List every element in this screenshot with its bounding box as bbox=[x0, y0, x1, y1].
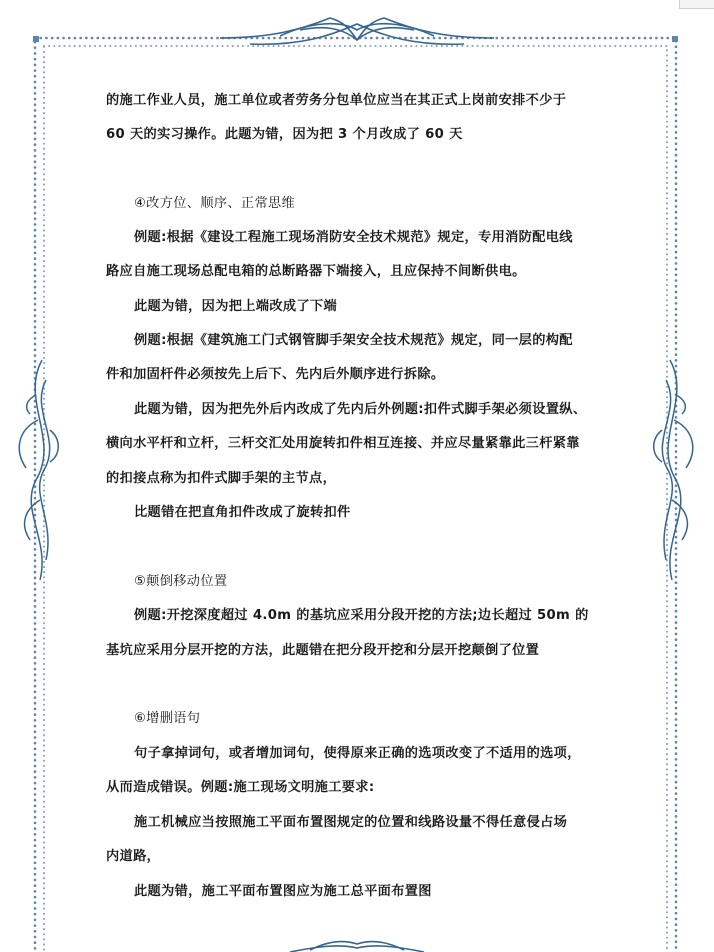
page-corner-mark bbox=[679, 0, 714, 9]
text-line: 此题为错，施工平面布置图应为施工总平面布置图 bbox=[134, 884, 432, 899]
text-line: 从而造成错误。例题:施工现场文明施工要求: bbox=[106, 780, 375, 795]
section-heading: ⑥增删语句 bbox=[134, 711, 201, 726]
text-line: 句子拿掉词句，或者增加词句，使得原来正确的选项改变了不适用的选项， bbox=[134, 746, 581, 761]
text-line: 施工机械应当按照施工平面布置图规定的位置和线路设量不得任意侵占场 bbox=[134, 815, 568, 830]
text-line: 此题为错，因为把先外后内改成了先内后外例题:扣件式脚手架必须设置纵、 bbox=[134, 402, 587, 417]
text-line: 基坑应采用分层开挖的方法，此题错在把分段开挖和分层开挖颠倒了位置 bbox=[106, 643, 540, 658]
text-line: 60 天的实习操作。此题为错，因为把 3 个月改成了 60 天 bbox=[106, 127, 463, 142]
text-line: 横向水平杆和立杆，三杆交汇处用旋转扣件相互连接、并应尽量紧靠此三杆紧靠 bbox=[106, 436, 580, 451]
text-line: 比题错在把直角扣件改成了旋转扣件 bbox=[134, 505, 351, 520]
text-line: 例题:根据《建设工程施工现场消防安全技术规范》规定，专用消防配电线 bbox=[134, 230, 573, 245]
text-line: 此题为错，因为把上端改成了下端 bbox=[134, 299, 338, 314]
text-line: 例题:根据《建筑施工门式钢管脚手架安全技术规范》规定，同一层的构配 bbox=[134, 333, 573, 348]
right-flourish-icon bbox=[654, 360, 693, 580]
top-ornament-icon bbox=[220, 18, 494, 44]
text-line: 路应自施工现场总配电箱的总断路器下端接入，且应保持不间断供电。 bbox=[106, 264, 526, 279]
text-line: 的扣接点称为扣件式脚手架的主节点， bbox=[106, 471, 337, 486]
text-line: 例题:开挖深度超过 4.0m 的基坑应采用分段开挖的方法;边长超过 50m 的 bbox=[134, 608, 589, 623]
text-line: 的施工作业人员，施工单位或者劳务分包单位应当在其正式上岗前安排不少于 bbox=[106, 93, 567, 108]
left-flourish-icon bbox=[19, 360, 58, 580]
text-line: 件和加固杆件必须按先上后下、先内后外顺序进行拆除。 bbox=[106, 367, 445, 382]
bottom-ornament-icon bbox=[290, 942, 424, 952]
section-heading: ⑤颠倒移动位置 bbox=[134, 574, 228, 589]
text-line: 内道路， bbox=[106, 849, 161, 864]
section-heading: ④改方位、顺序、正常思维 bbox=[134, 196, 296, 211]
